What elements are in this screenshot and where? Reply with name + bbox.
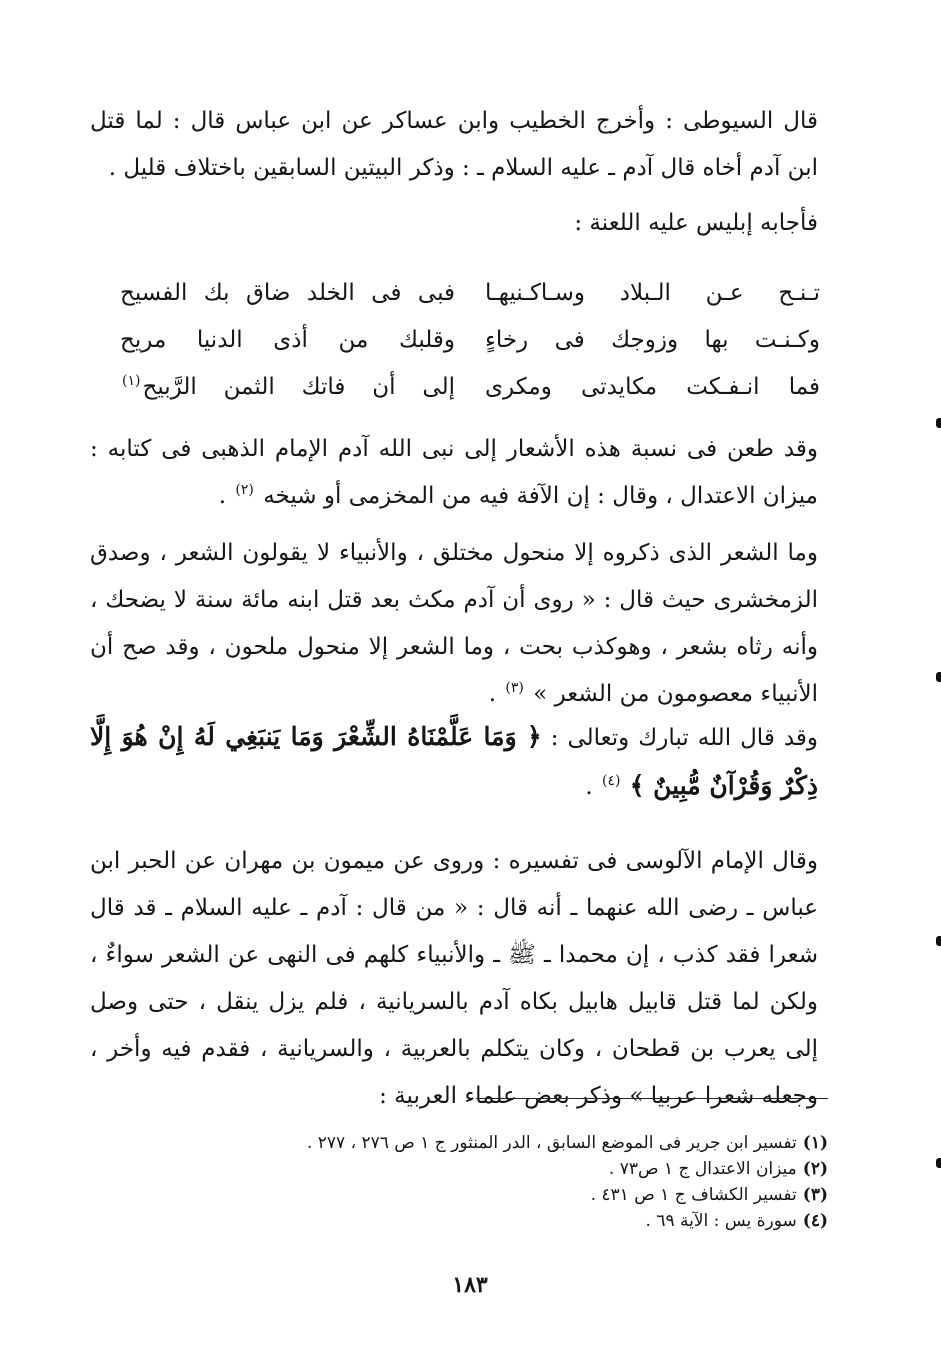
poem (120, 270, 820, 411)
verse-first-hemistich: وكـنـت بها وزوجك فى رخاءٍ (485, 327, 820, 353)
binding-mark (936, 418, 941, 428)
footnote-number: (٢) (802, 1159, 828, 1179)
paragraph-end: . (218, 483, 227, 509)
paragraph-zamakhshari (90, 530, 818, 718)
paragraph-dhahabi (90, 426, 818, 520)
footnote-item (200, 1130, 828, 1156)
verse-second-hemistich: وقلبك من أذى الدنيا مريح (120, 327, 455, 353)
footnote-divider (476, 1098, 828, 1099)
binding-mark (936, 936, 941, 946)
verse-first-hemistich: تـنـح عـن الـبلاد وسـاكـنيهـا (485, 280, 820, 306)
poem-verse (120, 364, 820, 411)
paragraph-text: وما الشعر الذى ذكروه إلا منحول مختلق ، والأنبياء لا يقولون الشعر ، وصدق الزمخشرى حيث قال : « روى أن آدم مكث بعد قتل ابنه مائة سنة لا يضحك ، وأنه رثاه بشعر ، وهوكذب بحت ، وما الشعر إلا منحول ملحون ، وقد صح أن الأنبياء معصومون من الشعر » (90, 540, 818, 707)
footnote-text: ميزان الاعتدال ج ١ ص٧٣ . (608, 1159, 797, 1179)
footnote-item (200, 1208, 828, 1234)
paragraph-quran-verse (90, 713, 818, 811)
paragraph-text: وقد طعن فى نسبة هذه الأشعار إلى نبى الله آدم الإمام الذهبى فى كتابه : ميزان الاعتدال ، وقال : إن الآفة فيه من المخزمى أو شيخه (90, 436, 818, 509)
footnote-number: (٣) (802, 1185, 828, 1205)
verse-first-hemistich: فما انـفـكت مكايدتى ومكرى (485, 374, 820, 400)
verse-second-hemistich-text: إلى أن فاتك الثمن الرَّبيح (142, 374, 455, 400)
poem-verse (120, 270, 820, 317)
verse-second-hemistich (120, 364, 455, 411)
binding-mark (936, 1158, 941, 1168)
footnote-text: تفسير الكشاف ج ١ ص ٤٣١ . (590, 1185, 797, 1205)
footnote-text: سورة يس : الآية ٦٩ . (645, 1211, 797, 1231)
paragraph-alusi: وقال الإمام الآلوسى فى تفسيره : وروى عن ميمون بن مهران عن الحبر ابن عباس ـ رضى الله عنهما ـ أنه قال : « من قال : آدم ـ عليه السلام ـ قد قال شعرا فقد كذب ، إن محمدا ـ ﷺ ـ والأنبياء كلهم فى النهى عن الشعر سواءٌ ، ولكن لما قتل قابيل هابيل بكاه آدم بالسريانية ، فلم يزل ينقل ، حتى وصل إلى يعرب بن قطحان ، وكان يتكلم بالعربية ، والسريانية ، فقدم فيه وأخر ، وجعله شعرا عربيا » وذكر بعض علماء العربية : (90, 848, 818, 1109)
paragraph-text: وقد قال الله تبارك وتعالى : (550, 725, 819, 751)
footnote-number: (١) (802, 1133, 828, 1153)
paragraph-suyuti: قال السيوطى : وأخرج الخطيب وابن عساكر عن ابن عباس قال : لما قتل ابن آدم أخاه قال آدم ـ عليه السلام ـ : وذكر البيتين السابقين باختلاف قليل . (90, 108, 818, 181)
footnote-text: تفسير ابن جرير فى الموضع السابق ، الدر المنثور ج ١ ص ٢٧٦ ، ٢٧٧ . (306, 1133, 797, 1153)
paragraph-iblis-reply: فأجابه إبليس عليه اللعنة : (574, 210, 818, 236)
page-number: ١٨٣ (452, 1272, 488, 1298)
footnote-number: (٤) (802, 1211, 828, 1231)
paragraph-end: . (585, 774, 593, 800)
footnote-reference: (٢) (235, 482, 254, 498)
footnotes-list (200, 1130, 828, 1234)
paragraph-end: . (488, 681, 497, 707)
quran-quote: ﴿ وَمَا عَلَّمْنَاهُ الشِّعْرَ وَمَا يَنبَغِي لَهُ إِنْ هُوَ إِلَّا ذِكْرٌ وَقُرْآنٌ مُّبِينٌ ﴾ (90, 722, 818, 800)
footnote-reference: (١) (122, 373, 141, 389)
footnote-reference: (٣) (505, 680, 524, 696)
binding-mark (936, 672, 941, 682)
footnote-reference: (٤) (601, 773, 621, 789)
verse-second-hemistich: فبى فى الخلد ضاق بك الفسيح (120, 280, 455, 306)
footnote-item (200, 1156, 828, 1182)
footnote-item (200, 1182, 828, 1208)
poem-verse (120, 317, 820, 364)
